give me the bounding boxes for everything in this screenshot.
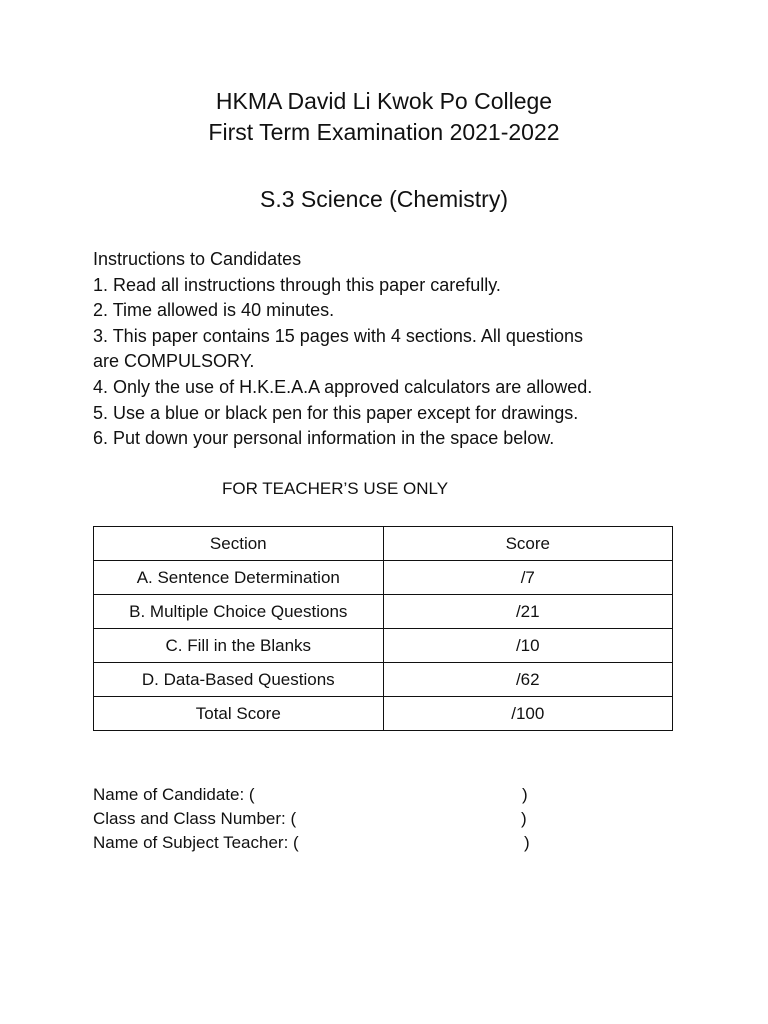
section-cell: A. Sentence Determination	[94, 561, 384, 595]
school-name: HKMA David Li Kwok Po College	[215, 88, 553, 114]
instruction-line: 5. Use a blue or black pen for this paper except for drawings.	[93, 402, 579, 423]
candidate-name-close: )	[522, 785, 528, 804]
instruction-line: 1. Read all instructions through this paper carefully.	[93, 274, 501, 295]
score-cell: /7	[383, 561, 672, 595]
instruction-line: 3. This paper contains 15 pages with 4 sections. All questions	[93, 325, 583, 346]
candidate-name-row	[93, 783, 553, 807]
column-header-section: Section	[94, 527, 384, 561]
instruction-line: 6. Put down your personal information in the space below.	[93, 428, 555, 449]
exam-title: First Term Examination 2021-2022	[208, 119, 560, 145]
personal-info-block	[93, 783, 553, 855]
instructions-title: Instructions to Candidates	[93, 249, 302, 269]
table-row	[94, 697, 673, 731]
section-cell: B. Multiple Choice Questions	[94, 595, 384, 629]
table-row	[94, 595, 673, 629]
column-header-score: Score	[383, 527, 672, 561]
score-cell: /100	[383, 697, 672, 731]
instruction-line: 4. Only the use of H.K.E.A.A approved calculators are allowed.	[93, 376, 593, 397]
table-row	[94, 561, 673, 595]
subject-teacher-close: )	[524, 833, 530, 852]
section-cell: D. Data-Based Questions	[94, 663, 384, 697]
subject-title: S.3 Science (Chemistry)	[260, 186, 508, 212]
candidate-name-label: Name of Candidate: (	[93, 785, 255, 804]
score-cell: /62	[383, 663, 672, 697]
exam-header	[0, 86, 768, 215]
subject-teacher-label: Name of Subject Teacher: (	[93, 833, 299, 852]
instructions-block	[93, 247, 693, 452]
section-cell: Total Score	[94, 697, 384, 731]
instruction-line: are COMPULSORY.	[93, 351, 255, 372]
instruction-line: 2. Time allowed is 40 minutes.	[93, 300, 335, 321]
class-number-row	[93, 807, 553, 831]
table-header-row	[94, 527, 673, 561]
teacher-use-title: FOR TEACHER’S USE ONLY	[222, 479, 449, 498]
class-number-label: Class and Class Number: (	[93, 809, 297, 828]
section-cell: C. Fill in the Blanks	[94, 629, 384, 663]
class-number-close: )	[521, 809, 527, 828]
score-cell: /10	[383, 629, 672, 663]
subject-teacher-row	[93, 831, 553, 855]
score-table	[93, 526, 673, 731]
score-cell: /21	[383, 595, 672, 629]
table-row	[94, 663, 673, 697]
table-row	[94, 629, 673, 663]
